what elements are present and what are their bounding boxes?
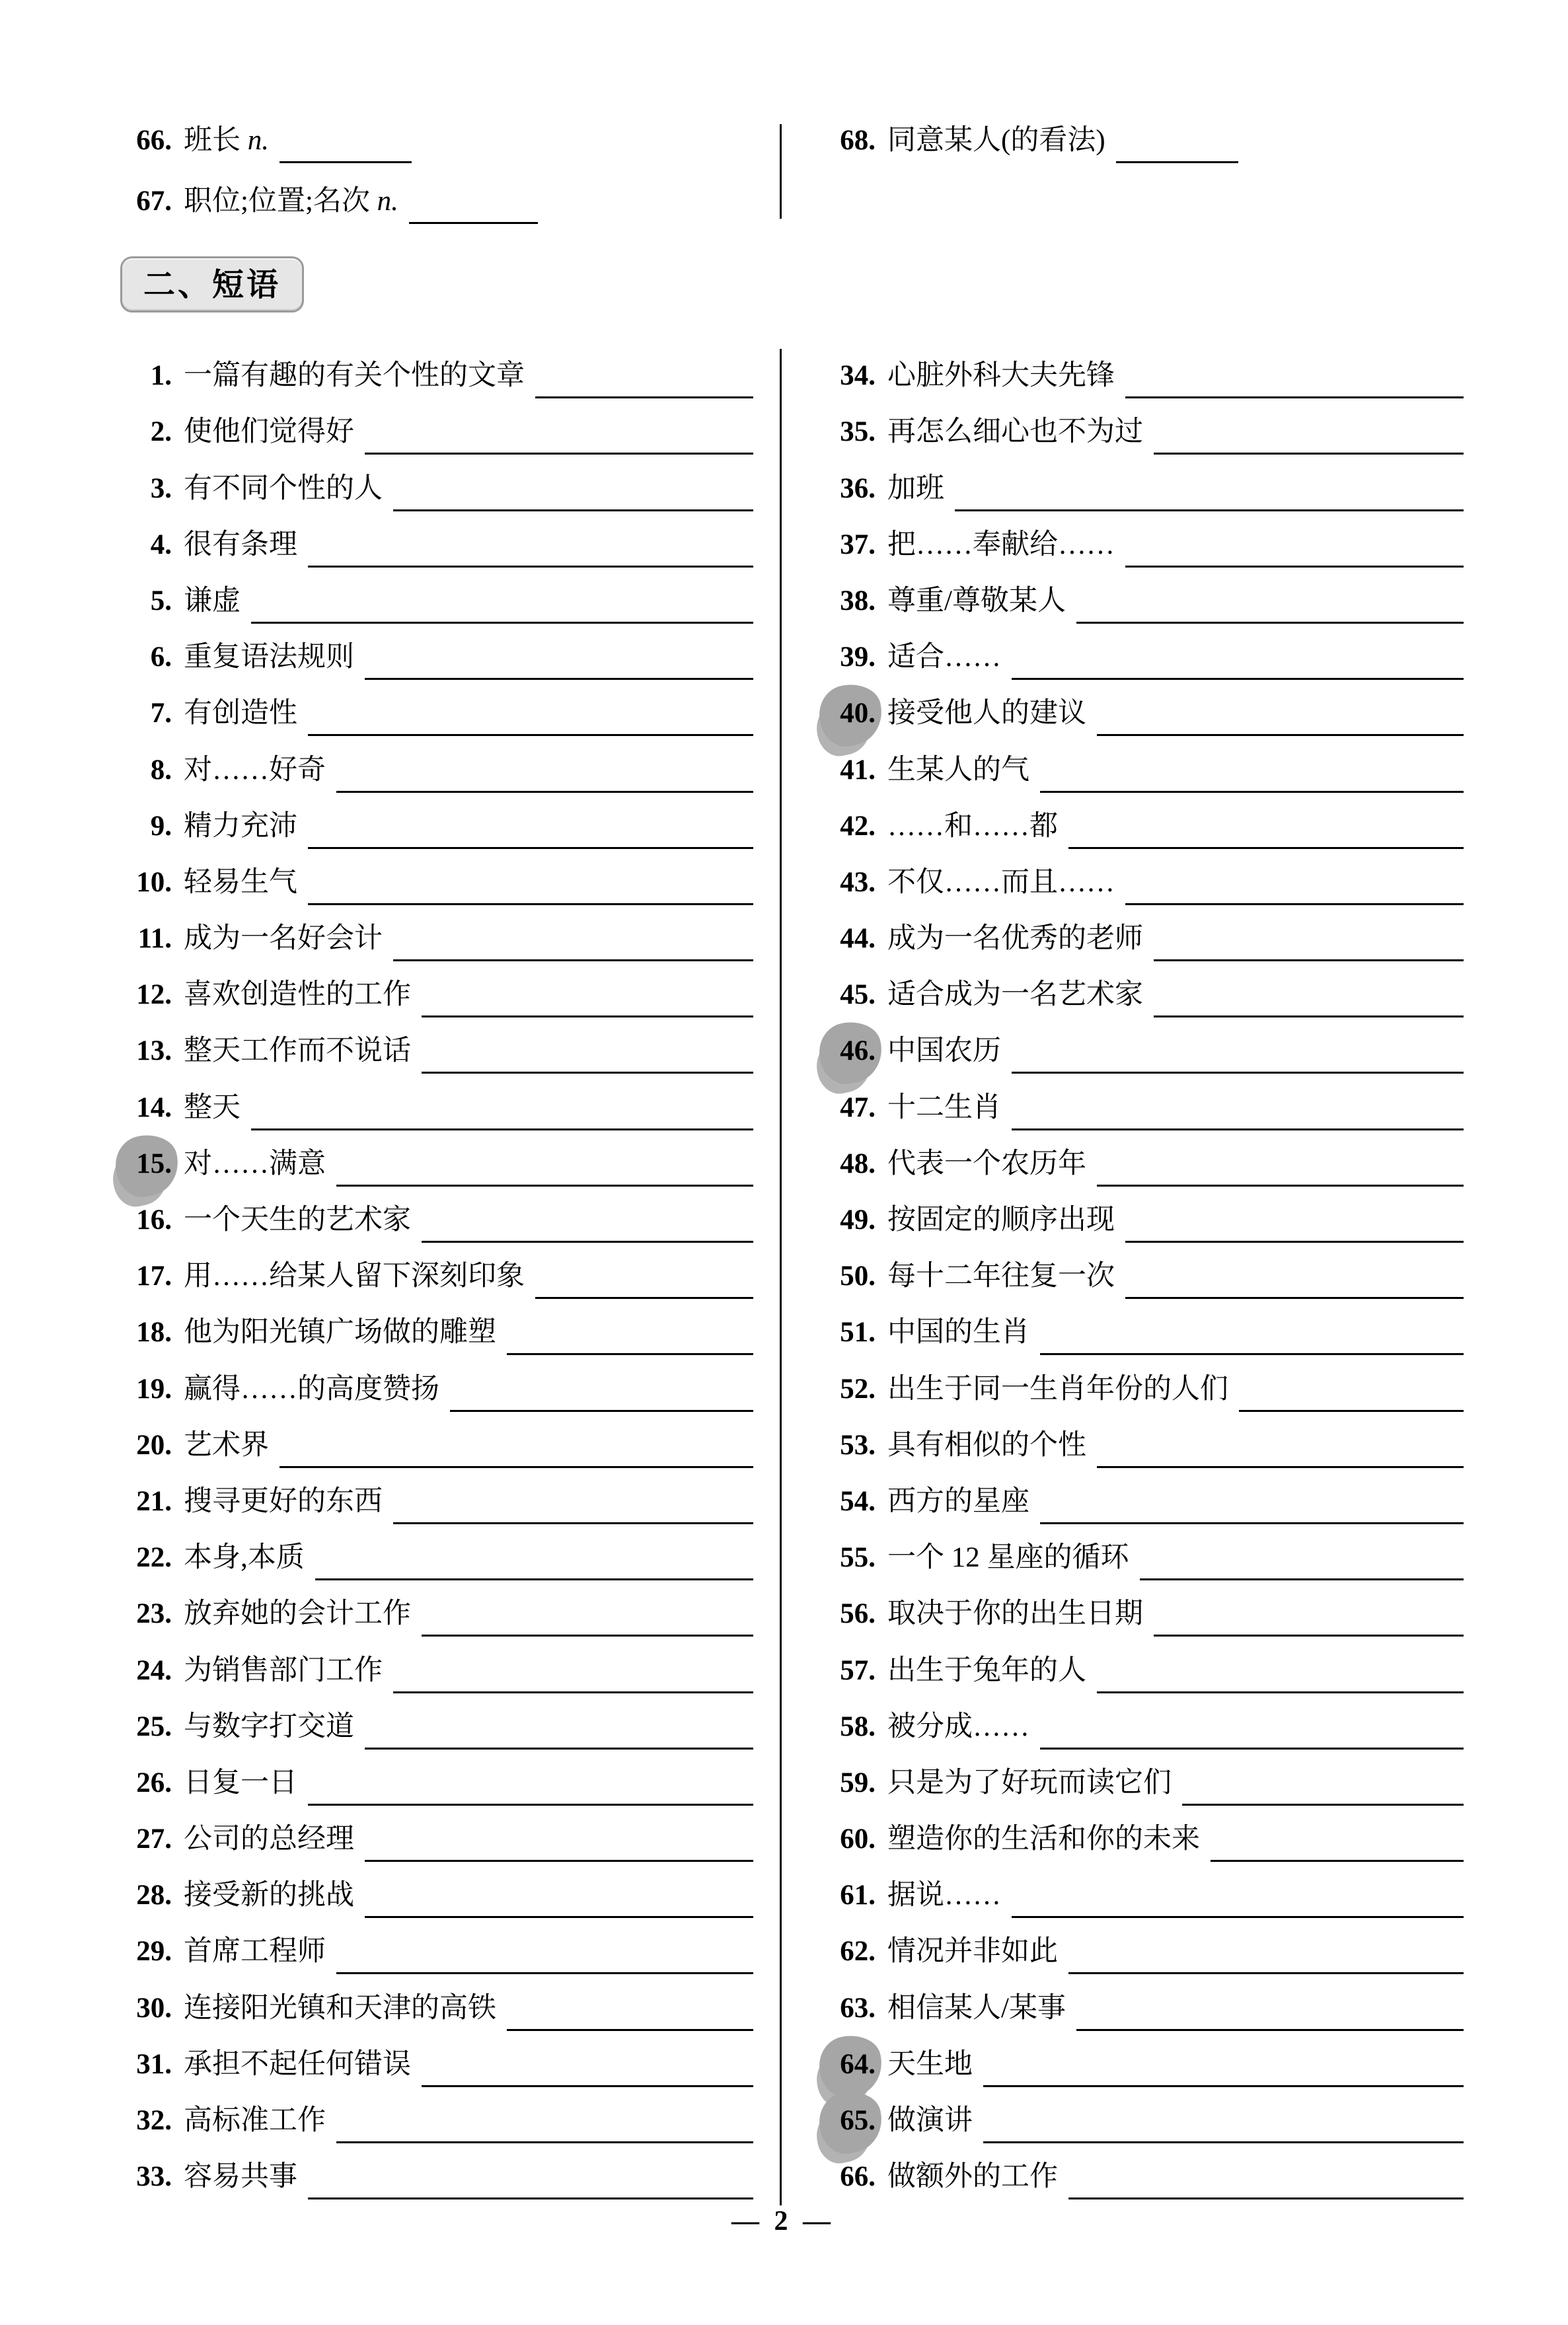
phrase-item — [819, 1753, 1464, 1809]
phrase-item — [819, 1358, 1464, 1415]
phrase-item — [819, 402, 1464, 458]
item-text: 承担不起任何错误 — [184, 2048, 411, 2080]
item-number: 64. — [819, 2050, 876, 2087]
item-text: 首席工程师 — [184, 1936, 326, 1968]
phrase-item — [99, 1358, 753, 1415]
item-number: 62. — [840, 1936, 876, 1968]
answer-blank-line — [251, 622, 753, 624]
item-number: 28. — [136, 1880, 172, 1911]
item-number: 10. — [136, 866, 172, 898]
phrase-item — [819, 1246, 1464, 1302]
answer-blank-line — [315, 1578, 753, 1580]
answer-blank-line — [1154, 1635, 1464, 1637]
answer-blank-line — [308, 903, 753, 905]
answer-blank-line — [535, 396, 753, 398]
phrase-item — [99, 965, 753, 1021]
phrase-item — [99, 1528, 753, 1584]
item-number: 42. — [840, 810, 876, 842]
item-number: 50. — [840, 1261, 876, 1292]
answer-blank-line — [422, 1635, 753, 1637]
item-number: 6. — [150, 642, 172, 673]
phrase-item — [819, 1865, 1464, 1921]
answer-blank-line — [365, 1748, 753, 1750]
item-text: 生某人的气 — [887, 754, 1029, 786]
item-text: 据说…… — [887, 1880, 1001, 1911]
phrase-item — [99, 571, 753, 627]
item-text: 做额外的工作 — [887, 2161, 1058, 2193]
item-text: 重复语法规则 — [184, 642, 354, 673]
phrase-item — [99, 1697, 753, 1753]
item-text: 做演讲 — [887, 2105, 973, 2136]
answer-blank-line — [308, 1804, 753, 1806]
item-text: 高标准工作 — [184, 2105, 326, 2136]
phrase-item — [99, 1977, 753, 2034]
item-text: 十二生肖 — [887, 1091, 1001, 1123]
phrase-item — [99, 346, 753, 402]
item-number: 19. — [136, 1373, 172, 1405]
answer-blank-line — [1012, 1916, 1464, 1918]
answer-blank-line — [1140, 1578, 1464, 1580]
phrase-item — [99, 1809, 753, 1865]
phrase-item — [819, 1134, 1464, 1190]
item-number: 48. — [840, 1148, 876, 1179]
item-text: 接受新的挑战 — [184, 1880, 354, 1911]
item-text: 具有相似的个性 — [887, 1429, 1086, 1461]
phrase-item — [99, 2147, 753, 2203]
item-text: 同意某人(的看法) — [887, 125, 1105, 156]
page-number: — 2 — — [731, 2206, 835, 2236]
item-text: 塑造你的生活和你的未来 — [887, 1824, 1200, 1855]
item-number: 66. — [136, 125, 172, 156]
answer-blank-line — [1040, 791, 1464, 793]
answer-blank-line — [955, 509, 1464, 511]
phrase-item — [819, 346, 1464, 402]
answer-blank-line — [1097, 734, 1464, 736]
item-text: 谦虚 — [184, 585, 241, 616]
answer-blank-line — [1154, 1015, 1464, 1017]
item-text: 公司的总经理 — [184, 1824, 354, 1855]
item-text: 连接阳光镇和天津的高铁 — [184, 1992, 496, 2024]
phrase-item — [819, 1528, 1464, 1584]
phrases-left-column — [99, 346, 753, 2203]
item-number: 13. — [136, 1035, 172, 1067]
answer-blank-line — [422, 1072, 753, 1074]
item-text: 情况并非如此 — [887, 1936, 1058, 1968]
answer-blank-line — [336, 1185, 753, 1187]
phrase-item — [819, 1190, 1464, 1246]
item-number: 35. — [840, 416, 876, 448]
answer-blank-line — [1125, 566, 1464, 568]
item-text: 赢得……的高度赞扬 — [184, 1373, 439, 1405]
answer-blank-line — [308, 734, 753, 736]
answer-blank-line — [1097, 1466, 1464, 1468]
item-number: 1. — [150, 360, 172, 392]
item-text: 容易共事 — [184, 2161, 297, 2193]
answer-blank-line — [1040, 1748, 1464, 1750]
item-number: 4. — [150, 529, 172, 560]
answer-blank-line — [336, 2141, 753, 2143]
item-number: 22. — [136, 1542, 172, 1574]
answer-blank-line — [1068, 1972, 1464, 1974]
item-number: 36. — [840, 472, 876, 504]
item-text: ……和……都 — [887, 810, 1058, 842]
item-number: 40. — [819, 699, 876, 736]
answer-blank-line — [1040, 1522, 1464, 1524]
answer-blank-line — [507, 2029, 753, 2031]
phrase-item — [99, 1190, 753, 1246]
phrase-item — [99, 627, 753, 683]
answer-blank-line — [507, 1353, 753, 1355]
phrase-item — [819, 1077, 1464, 1133]
item-number: 5. — [150, 585, 172, 616]
item-number: 49. — [840, 1204, 876, 1236]
answer-blank-line — [1211, 1860, 1464, 1862]
item-text: 本身,本质 — [184, 1542, 305, 1574]
phrase-item — [819, 515, 1464, 571]
answer-blank-line — [1125, 1241, 1464, 1243]
answer-blank-line — [1125, 903, 1464, 905]
answer-blank-line — [280, 1466, 753, 1468]
item-text: 相信某人/某事 — [887, 1992, 1066, 2024]
phrases-right-column — [819, 346, 1464, 2203]
answer-blank-line — [983, 2085, 1464, 2087]
answer-blank-line — [1068, 2197, 1464, 2199]
item-number: 60. — [840, 1824, 876, 1855]
answer-blank-line — [1182, 1804, 1464, 1806]
item-text: 取决于你的出生日期 — [887, 1598, 1143, 1630]
part-of-speech: n. — [241, 125, 269, 156]
answer-blank-line — [1239, 1410, 1464, 1412]
phrase-item — [99, 1246, 753, 1302]
item-number: 67. — [136, 186, 172, 217]
answer-blank-line — [336, 1972, 753, 1974]
item-text: 天生地 — [887, 2048, 973, 2080]
answer-blank-line — [1076, 2029, 1464, 2031]
item-number: 57. — [840, 1654, 876, 1686]
answer-blank-line — [535, 1297, 753, 1299]
item-text: 适合…… — [887, 642, 1001, 673]
answer-blank-line — [393, 1522, 753, 1524]
answer-blank-line — [1125, 396, 1464, 398]
answer-blank-line — [1154, 453, 1464, 455]
item-text: 加班 — [887, 472, 944, 504]
answer-blank-line — [251, 1128, 753, 1130]
item-text: 出生于同一生肖年份的人们 — [887, 1373, 1228, 1405]
item-number: 25. — [136, 1711, 172, 1742]
part-of-speech: n. — [369, 186, 398, 217]
answer-blank-line — [450, 1410, 753, 1412]
answer-blank-line — [1012, 1072, 1464, 1074]
item-number: 20. — [136, 1429, 172, 1461]
item-text: 轻易生气 — [184, 866, 297, 898]
item-text: 心脏外科大夫先锋 — [887, 360, 1115, 392]
item-text: 只是为了好玩而读它们 — [887, 1767, 1172, 1798]
phrase-item — [99, 1471, 753, 1528]
item-number: 30. — [136, 1992, 172, 2024]
phrase-item — [819, 739, 1464, 795]
answer-blank-line — [983, 2141, 1464, 2143]
phrase-item — [99, 1021, 753, 1077]
item-text: 日复一日 — [184, 1767, 297, 1798]
item-number: 47. — [840, 1091, 876, 1123]
item-text: 成为一名优秀的老师 — [887, 923, 1143, 955]
item-text: 与数字打交道 — [184, 1711, 354, 1742]
item-text: 每十二年往复一次 — [887, 1261, 1115, 1292]
item-number: 17. — [136, 1261, 172, 1292]
item-text: 对……满意 — [184, 1148, 326, 1179]
answer-blank-line — [1040, 1353, 1464, 1355]
item-number: 18. — [136, 1317, 172, 1348]
item-number: 65. — [819, 2106, 876, 2143]
phrase-item — [819, 458, 1464, 514]
answer-blank-line — [1068, 847, 1464, 849]
item-number: 3. — [150, 472, 172, 504]
top-column-divider — [780, 124, 782, 219]
item-text: 成为一名好会计 — [184, 923, 383, 955]
answer-blank-line — [365, 1916, 753, 1918]
item-number: 11. — [137, 923, 172, 955]
answer-blank-line — [280, 161, 412, 163]
item-text: 一个 12 星座的循环 — [887, 1542, 1129, 1574]
answer-blank-line — [409, 222, 538, 224]
item-text: 艺术界 — [184, 1429, 269, 1461]
phrase-item — [819, 965, 1464, 1021]
section-badge: 二、短语 — [120, 256, 304, 313]
phrase-item — [819, 2090, 1464, 2147]
item-text: 他为阳光镇广场做的雕塑 — [184, 1317, 496, 1348]
phrase-item — [99, 106, 753, 166]
item-number: 41. — [840, 754, 876, 786]
item-number: 24. — [136, 1654, 172, 1686]
item-number: 68. — [840, 125, 876, 156]
item-text: 精力充沛 — [184, 810, 297, 842]
item-text: 被分成…… — [887, 1711, 1029, 1742]
phrase-item — [819, 1302, 1464, 1358]
item-number: 29. — [136, 1936, 172, 1968]
phrase-item — [99, 2090, 753, 2147]
item-number: 56. — [840, 1598, 876, 1630]
phrase-item — [99, 1753, 753, 1809]
phrase-item — [819, 2034, 1464, 2090]
answer-blank-line — [422, 1241, 753, 1243]
phrase-item — [819, 1640, 1464, 1696]
answer-blank-line — [422, 1015, 753, 1017]
phrase-item — [819, 1584, 1464, 1640]
item-text: 为销售部门工作 — [184, 1654, 383, 1686]
phrase-item — [819, 1977, 1464, 2034]
column-divider — [780, 349, 782, 2205]
answer-blank-line — [308, 566, 753, 568]
item-number: 51. — [840, 1317, 876, 1348]
phrase-item — [99, 1415, 753, 1471]
item-number: 54. — [840, 1485, 876, 1517]
phrase-item — [99, 1584, 753, 1640]
item-number: 23. — [136, 1598, 172, 1630]
item-number: 33. — [136, 2161, 172, 2193]
item-number: 38. — [840, 585, 876, 616]
item-number: 9. — [150, 810, 172, 842]
item-text: 出生于兔年的人 — [887, 1654, 1086, 1686]
item-text: 不仅……而且…… — [887, 866, 1115, 898]
item-number: 59. — [840, 1767, 876, 1798]
phrase-item — [99, 739, 753, 795]
answer-blank-line — [308, 847, 753, 849]
item-number: 15. — [99, 1150, 172, 1187]
answer-blank-line — [308, 2197, 753, 2199]
item-number: 45. — [840, 979, 876, 1011]
item-number: 12. — [136, 979, 172, 1011]
item-text: 搜寻更好的东西 — [184, 1485, 383, 1517]
item-number: 53. — [840, 1429, 876, 1461]
phrase-item — [99, 796, 753, 852]
item-number: 58. — [840, 1711, 876, 1742]
answer-blank-line — [1154, 959, 1464, 961]
item-number: 55. — [840, 1542, 876, 1574]
top-words-left-column — [99, 106, 753, 227]
phrase-item — [99, 515, 753, 571]
phrase-item — [819, 683, 1464, 739]
answer-blank-line — [1097, 1691, 1464, 1693]
item-text: 接受他人的建议 — [887, 698, 1086, 729]
answer-blank-line — [393, 959, 753, 961]
item-text: 整天 — [184, 1091, 241, 1123]
answer-blank-line — [1125, 1297, 1464, 1299]
item-number: 27. — [136, 1824, 172, 1855]
item-text: 职位;位置;名次 n. — [184, 186, 398, 217]
answer-blank-line — [1076, 622, 1464, 624]
item-text: 一篇有趣的有关个性的文章 — [184, 360, 525, 392]
item-text: 中国的生肖 — [887, 1317, 1029, 1348]
item-number: 2. — [150, 416, 172, 448]
item-text: 使他们觉得好 — [184, 416, 354, 448]
item-text: 有创造性 — [184, 698, 297, 729]
item-number: 34. — [840, 360, 876, 392]
phrase-item — [819, 1471, 1464, 1528]
item-text: 很有条理 — [184, 529, 297, 560]
phrase-item — [819, 1415, 1464, 1471]
answer-blank-line — [336, 791, 753, 793]
answer-blank-line — [1012, 1128, 1464, 1130]
item-number: 43. — [840, 866, 876, 898]
item-text: 一个天生的艺术家 — [184, 1204, 411, 1236]
phrase-item — [819, 796, 1464, 852]
answer-blank-line — [365, 453, 753, 455]
item-text: 喜欢创造性的工作 — [184, 979, 411, 1011]
item-number: 16. — [136, 1204, 172, 1236]
item-text: 中国农历 — [887, 1035, 1001, 1067]
item-text: 尊重/尊敬某人 — [887, 585, 1066, 616]
item-text: 班长 n. — [184, 125, 269, 156]
item-number: 8. — [150, 754, 172, 786]
item-number: 31. — [136, 2048, 172, 2080]
item-number: 37. — [840, 529, 876, 560]
item-number: 32. — [136, 2105, 172, 2136]
phrase-item — [99, 2034, 753, 2090]
phrase-item — [819, 627, 1464, 683]
item-text: 把……奉献给…… — [887, 529, 1115, 560]
item-text: 西方的星座 — [887, 1485, 1029, 1517]
item-number: 61. — [840, 1880, 876, 1911]
item-number: 21. — [136, 1485, 172, 1517]
phrase-item — [819, 1021, 1464, 1077]
answer-blank-line — [393, 1691, 753, 1693]
item-number: 14. — [136, 1091, 172, 1123]
item-number: 39. — [840, 642, 876, 673]
item-number: 7. — [150, 698, 172, 729]
phrase-item — [99, 1865, 753, 1921]
phrase-item — [819, 106, 1464, 166]
item-text: 按固定的顺序出现 — [887, 1204, 1115, 1236]
answer-blank-line — [1116, 161, 1238, 163]
phrase-item — [819, 2147, 1464, 2203]
phrase-item — [819, 1697, 1464, 1753]
phrase-item — [99, 852, 753, 908]
answer-blank-line — [422, 2085, 753, 2087]
phrase-item — [99, 1077, 753, 1133]
item-text: 对……好奇 — [184, 754, 326, 786]
phrase-item — [99, 1640, 753, 1696]
item-number: 44. — [840, 923, 876, 955]
phrase-item — [99, 1302, 753, 1358]
answer-blank-line — [393, 509, 753, 511]
item-number: 66. — [840, 2161, 876, 2193]
phrase-item — [99, 402, 753, 458]
item-number: 52. — [840, 1373, 876, 1405]
phrase-item — [99, 458, 753, 514]
answer-blank-line — [1097, 1185, 1464, 1187]
phrase-item — [819, 1921, 1464, 1977]
item-text: 有不同个性的人 — [184, 472, 383, 504]
phrase-item — [99, 166, 753, 227]
item-text: 放弃她的会计工作 — [184, 1598, 411, 1630]
item-text: 用……给某人留下深刻印象 — [184, 1261, 525, 1292]
item-text: 整天工作而不说话 — [184, 1035, 411, 1067]
item-number: 26. — [136, 1767, 172, 1798]
item-number: 63. — [840, 1992, 876, 2024]
phrase-item — [99, 683, 753, 739]
phrase-item — [819, 852, 1464, 908]
item-text: 代表一个农历年 — [887, 1148, 1086, 1179]
item-number: 46. — [819, 1037, 876, 1074]
top-words-right-column — [819, 106, 1464, 166]
item-text: 再怎么细心也不为过 — [887, 416, 1143, 448]
phrase-item — [99, 908, 753, 965]
item-text: 适合成为一名艺术家 — [887, 979, 1143, 1011]
phrase-item — [99, 1921, 753, 1977]
answer-blank-line — [365, 1860, 753, 1862]
phrase-item — [819, 908, 1464, 965]
phrase-item — [99, 1134, 753, 1190]
answer-blank-line — [1012, 678, 1464, 680]
answer-blank-line — [365, 678, 753, 680]
phrase-item — [819, 571, 1464, 627]
phrase-item — [819, 1809, 1464, 1865]
